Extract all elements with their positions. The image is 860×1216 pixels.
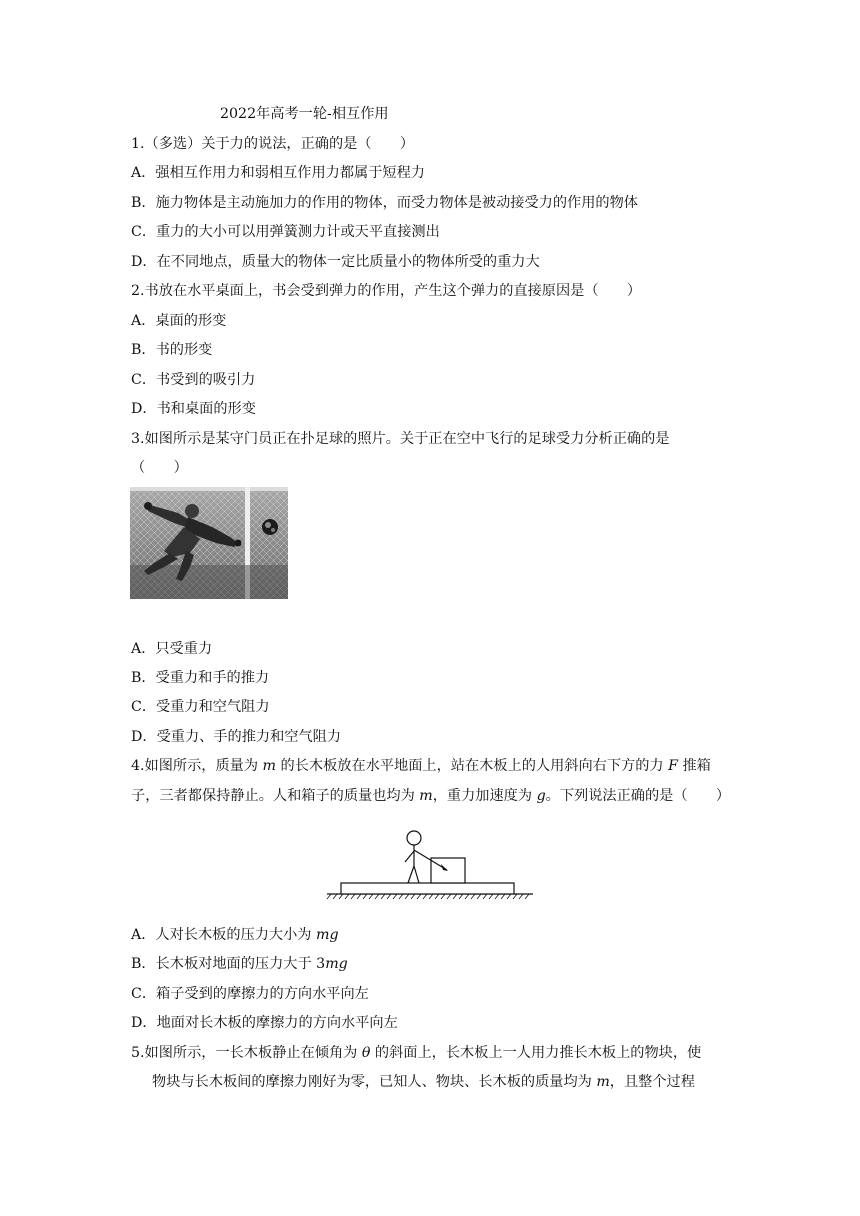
q3-stem-cont: （ ）: [131, 460, 188, 476]
page-title: 2022年高考一轮-相互作用: [220, 106, 389, 122]
q4-option-b: B．长木板对地面的压力大于 3mg: [131, 956, 348, 972]
q4-option-a: A．人对长木板的压力大小为 mg: [131, 927, 339, 943]
q2-option-d: D．书和桌面的形变: [131, 401, 256, 417]
q2-option-b: B．书的形变: [131, 342, 213, 358]
q4-stem-line2: 子，三者都保持静止。人和箱子的质量也均为 m，重力加速度为 g。下列说法正确的是（ ）: [131, 788, 731, 804]
q3-option-a: A．只受重力: [131, 641, 213, 657]
q1-option-b: B．施力物体是主动施加力的作用的物体，而受力物体是被动接受力的作用的物体: [131, 195, 638, 211]
q1-option-c: C．重力的大小可以用弹簧测力计或天平直接测出: [131, 224, 440, 240]
goalkeeper-photo: [130, 487, 288, 599]
q4-option-c: C．箱子受到的摩擦力的方向水平向左: [131, 986, 369, 1002]
q1-option-a: A．强相互作用力和弱相互作用力都属于短程力: [131, 165, 425, 181]
q3-option-d: D．受重力、手的推力和空气阻力: [131, 729, 342, 745]
q3-stem: 3.如图所示是某守门员正在扑足球的照片。关于正在空中飞行的足球受力分析正确的是: [131, 431, 670, 447]
q1-stem: 1.（多选）关于力的说法，正确的是（ ）: [131, 136, 415, 152]
q2-stem: 2.书放在水平桌面上，书会受到弹力的作用，产生这个弹力的直接原因是（ ）: [131, 283, 642, 299]
q5-stem-line2: 物块与长木板间的摩擦力刚好为零，已知人、物块、长木板的质量均为 m，且整个过程: [152, 1074, 695, 1090]
q4-option-d: D．地面对长木板的摩擦力的方向水平向左: [131, 1015, 398, 1031]
q3-option-b: B．受重力和手的推力: [131, 670, 270, 686]
board-person-box-diagram: [325, 826, 535, 900]
q2-option-c: C．书受到的吸引力: [131, 372, 256, 388]
q3-option-c: C．受重力和空气阻力: [131, 699, 270, 715]
q1-option-d: D．在不同地点，质量大的物体一定比质量小的物体所受的重力大: [131, 254, 540, 270]
q4-stem-line1: 4.如图所示，质量为 m 的长木板放在水平地面上，站在木板上的人用斜向右下方的力 F 推箱: [131, 758, 711, 774]
q5-stem-line1: 5.如图所示，一长木板静止在倾角为 θ 的斜面上，长木板上一人用力推长木板上的物块，使: [131, 1045, 702, 1061]
q2-option-a: A．桌面的形变: [131, 313, 227, 329]
